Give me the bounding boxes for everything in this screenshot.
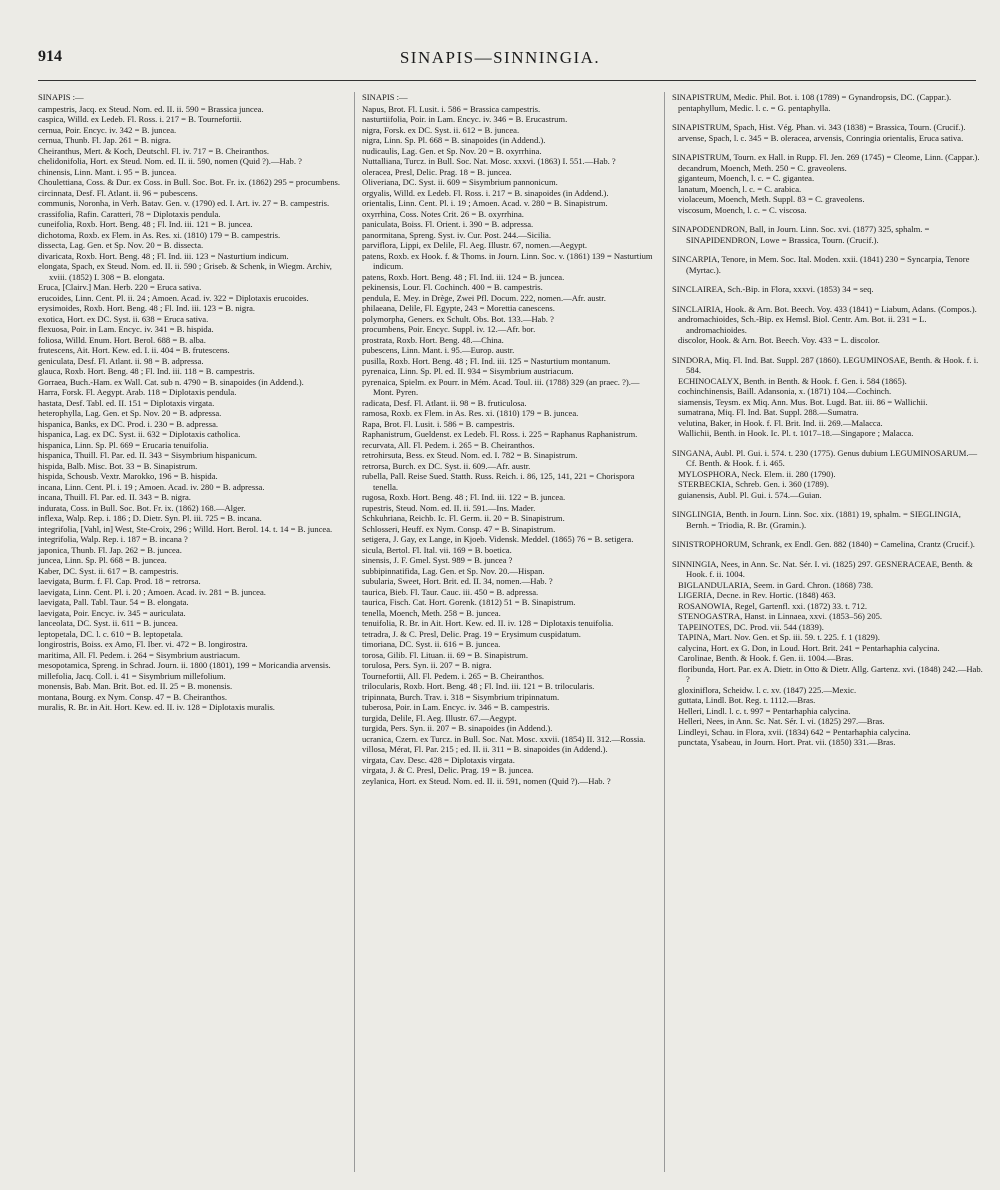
entry: integrifolia, Walp. Rep. i. 187 = B. incana ? xyxy=(38,534,188,544)
entry: Rapa, Brot. Fl. Lusit. i. 586 = B. campestris. xyxy=(362,418,515,429)
entry: pekinensis, Lour. Fl. Cochinch. 400 = B. campestris. xyxy=(362,282,543,292)
entry: laevigata, Burm. f. Fl. Cap. Prod. 18 = retrorsa. xyxy=(38,576,201,586)
entry: oleracea, Presl, Delic. Prag. 18 = B. juncea. xyxy=(362,166,512,177)
entry: retrorsa, Burch. ex DC. Syst. ii. 609.—Afr. austr. xyxy=(362,460,531,471)
entry: Tournefortii, All. Fl. Pedem. i. 265 = B. Cheiranthos. xyxy=(362,670,545,681)
synonym-entry: giganteum, Moench, l. c. = C. gigantea. xyxy=(678,173,815,183)
entry: tenuifolia, R. Br. in Ait. Hort. Kew. ed. II. iv. 128 = Diplotaxis tenuifolia. xyxy=(362,618,614,628)
synonym-entry: guttata, Lindl. Bot. Reg. t. 1112.—Bras. xyxy=(678,695,816,705)
entry: Eruca, [Clairv.] Man. Herb. 220 = Eruca sativa. xyxy=(38,282,202,292)
entry: pyrenaica, Linn. Sp. Pl. ed. II. 934 = Sisymbrium austriacum. xyxy=(362,366,574,376)
entry: inflexa, Walp. Rep. i. 186 ; D. Dietr. Syn. Pl. iii. 725 = B. incana. xyxy=(38,513,262,523)
synonym-entry: BIGLANDULARIA, Seem. in Gard. Chron. (1868) 738. xyxy=(678,579,874,590)
entry: oxyrrhina, Coss. Notes Crit. 26 = B. oxyrrhina. xyxy=(362,208,524,219)
entry: crassifolia, Rafin. Caratteri, 78 = Diplotaxis pendula. xyxy=(38,208,221,219)
header-rule xyxy=(38,80,976,81)
genus-block xyxy=(672,284,984,295)
synonym-entry: Lindleyi, Schau. in Flora, xvii. (1834) 642 = Pentarhaphia calycina. xyxy=(678,726,911,737)
entry: parviflora, Lippi, ex Delile, Fl. Aeg. Illustr. 67, nomen.—Aegypt. xyxy=(362,240,588,250)
entry: incana, Thuill. Fl. Par. ed. II. 343 = B. nigra. xyxy=(38,492,191,502)
entry: foliosa, Willd. Enum. Hort. Berol. 688 = B. alba. xyxy=(38,334,206,345)
entry: patens, Roxb. Hort. Beng. 48 ; Fl. Ind. iii. 124 = B. juncea. xyxy=(362,271,565,282)
entry: orgyalis, Willd. ex Ledeb. Fl. Ross. i. 217 = B. sinapoides (in Addend.). xyxy=(362,187,609,198)
synonym-entry: discolor, Hook. & Arn. Bot. Beech. Voy. 433 = L. discolor. xyxy=(678,335,880,345)
entry: longirostris, Boiss. ex Amo, Fl. Iber. vi. 472 = B. longirostra. xyxy=(38,639,248,649)
synonym-entry: siamensis, Teysm. ex Miq. Ann. Mus. Bot. Lugd. Bat. iii. 86 = Wallichii. xyxy=(678,396,928,407)
entry: Napus, Brot. Fl. Lusit. i. 586 = Brassica campestris. xyxy=(362,103,541,114)
entry: patens, Roxb. ex Hook. f. & Thoms. in Journ. Linn. Soc. v. (1861) 139 = Nasturtium indicum. xyxy=(362,250,653,271)
entry: hispanica, Banks, ex DC. Prod. i. 230 = B. adpressa. xyxy=(38,418,219,429)
entry: Schlosseri, Heuff. ex Nym. Consp. 47 = B. Sinapistrum. xyxy=(362,523,556,534)
entry: japonica, Thunb. Fl. Jap. 262 = B. juncea. xyxy=(38,544,182,555)
page-number: 914 xyxy=(38,48,62,65)
entry: timoriana, DC. Syst. ii. 616 = B. juncea. xyxy=(362,639,501,649)
entry: millefolia, Jacq. Coll. i. 41 = Sisymbrium millefolium. xyxy=(38,670,226,681)
entry: hispanica, Thuill. Fl. Par. ed. II. 343 = Sisymbrium hispanicum. xyxy=(38,450,258,460)
entry: Raphanistrum, Gueldenst. ex Ledeb. Fl. Ross. i. 225 = Raphanus Raphanistrum. xyxy=(362,429,638,439)
genus-block xyxy=(672,448,984,501)
entry-list xyxy=(362,104,658,787)
genus-entry: SINCLAIREA, Sch.-Bip. in Flora, xxxvi. (1853) 34 = seq. xyxy=(672,284,874,294)
entry: nasturtiifolia, Poir. in Lam. Encyc. iv. 346 = B. Erucastrum. xyxy=(362,114,568,124)
entry: hispida, Balb. Misc. Bot. 33 = B. Sinapistrum. xyxy=(38,460,198,471)
entry: virgata, Cav. Desc. 428 = Diplotaxis virgata. xyxy=(362,754,515,765)
genus-block xyxy=(672,355,984,439)
entry: chinensis, Linn. Mant. i. 95 = B. juncea. xyxy=(38,166,177,177)
entry: heterophylla, Lag. Gen. et Sp. Nov. 20 = B. adpressa. xyxy=(38,408,222,418)
entry: hispida, Schousb. Vextr. Marokko, 196 = B. hispida. xyxy=(38,471,218,481)
synonym-entry: TAPINA, Mart. Nov. Gen. et Sp. iii. 59. t. 225. f. 1 (1829). xyxy=(678,632,880,642)
synonym-entry: pentaphyllum, Medic. l. c. = G. pentaphylla. xyxy=(678,102,831,113)
column-divider xyxy=(664,92,665,1172)
entry: pusilla, Roxb. Hort. Beng. 48 ; Fl. Ind. iii. 125 = Nasturtium montanum. xyxy=(362,355,611,366)
entry: cuneifolia, Roxb. Hort. Beng. 48 ; Fl. Ind. iii. 121 = B. juncea. xyxy=(38,219,253,229)
genus-entry: SINAPODENDRON, Ball, in Journ. Linn. Soc. xvi. (1877) 325, sphalm. = SINAPIDENDRON, Lowe = Brassica, Tourn. (Crucif.). xyxy=(672,224,930,245)
genus-block xyxy=(672,509,984,530)
entry: retrohirsuta, Bess. ex Steud. Nom. ed. I. 782 = B. Sinapistrum. xyxy=(362,450,578,460)
entry: tetradra, J. & C. Presl, Delic. Prag. 19 = Erysimum cuspidatum. xyxy=(362,628,581,639)
entry: Cheiranthus, Mert. & Koch, Deutschl. Fl. iv. 717 = B. Cheiranthos. xyxy=(38,145,270,156)
entry: laevigata, Linn. Cent. Pl. i. 20 ; Amoen. Acad. iv. 281 = B. juncea. xyxy=(38,586,266,597)
entry: integrifolia, [Vahl, in] West, Ste-Croix, 296 ; Willd. Hort. Berol. 14. t. 14 = B. juncea. xyxy=(38,523,333,534)
column-divider xyxy=(354,92,355,1172)
entry: dichotoma, Roxb. ex Flem. in As. Res. xi. (1810) 179 = B. campestris. xyxy=(38,229,281,240)
entry: nigra, Forsk. ex DC. Syst. ii. 612 = B. juncea. xyxy=(362,124,520,135)
entry: orientalis, Linn. Cent. Pl. i. 19 ; Amoen. Acad. v. 280 = B. Sinapistrum. xyxy=(362,198,608,208)
synonym-entry: arvense, Spach, l. c. 345 = B. oleracea, arvensis, Conringia orientalis, Eruca sativa. xyxy=(678,132,964,143)
synonym-entry: ECHINOCALYX, Benth. in Benth. & Hook. f. Gen. i. 584 (1865). xyxy=(678,375,907,386)
entry: nigra, Linn. Sp. Pl. 668 = B. sinapoides (in Addend.). xyxy=(362,135,546,145)
entry: ucranica, Czern. ex Turcz. in Bull. Soc. Nat. Mosc. xxvii. (1854) II. 312.—Rossia. xyxy=(362,733,646,744)
entry: pubescens, Linn. Mant. i. 95.—Europ. austr. xyxy=(362,345,515,355)
genus-entry: SINGANA, Aubl. Pl. Gui. i. 574. t. 230 (1775). Genus dubium LEGUMINOSARUM.—Cf. Benth. & Hook. f. i. 465. xyxy=(672,447,978,468)
entry: cernua, Thunb. Fl. Jap. 261 = B. nigra. xyxy=(38,135,171,145)
entry: paniculata, Boiss. Fl. Orient. i. 390 = B. adpressa. xyxy=(362,219,534,229)
entry: exotica, Hort. ex DC. Syst. ii. 638 = Eruca sativa. xyxy=(38,313,209,324)
entry: subbipinnatifida, Lag. Gen. et Sp. Nov. 20.—Hispan. xyxy=(362,565,545,576)
entry: procumbens, Poir. Encyc. Suppl. iv. 12.—Afr. bor. xyxy=(362,324,536,334)
column-middle xyxy=(362,92,658,786)
entry: juncea, Linn. Sp. Pl. 668 = B. juncea. xyxy=(38,555,167,565)
entry: mesopotamica, Spreng. in Schrad. Journ. ii. 1800 (1801), 199 = Moricandia arvensis. xyxy=(38,660,331,670)
entry: taurica, Bieb. Fl. Taur. Cauc. iii. 450 = B. adpressa. xyxy=(362,586,539,597)
entry: sinensis, J. F. Gmel. Syst. 989 = B. juncea ? xyxy=(362,555,513,565)
entry: nudicaulis, Lag. Gen. et Sp. Nov. 20 = B. oxyrrhina. xyxy=(362,145,542,156)
entry: trilocularis, Roxb. Hort. Beng. 48 ; Fl. Ind. iii. 121 = B. trilocularis. xyxy=(362,681,595,691)
entry: hispanica, Lag. ex DC. Syst. ii. 632 = Diplotaxis catholica. xyxy=(38,429,241,439)
entry-list xyxy=(38,104,348,713)
entry: communis, Noronha, in Verh. Batav. Gen. v. (1790) ed. I. Art. iv. 27 = B. campestris. xyxy=(38,198,330,208)
entry: rugosa, Roxb. Hort. Beng. 48 ; Fl. Ind. iii. 122 = B. juncea. xyxy=(362,492,566,502)
entry: pendula, E. Mey. in Drège, Zwei Pfl. Docum. 222, nomen.—Afr. austr. xyxy=(362,292,606,303)
entry: laevigata, Pall. Tabl. Taur. 54 = B. elongata. xyxy=(38,597,189,607)
synonym-entry: gloxiniflora, Scheidw. l. c. xv. (1847) 225.—Mexic. xyxy=(678,684,857,695)
entry: monensis, Bab. Man. Brit. Bot. ed. II. 25 = B. monensis. xyxy=(38,681,233,691)
synonym-entry: violaceum, Moench, Meth. Suppl. 83 = C. graveolens. xyxy=(678,194,865,204)
entry: hastata, Desf. Tabl. ed. II. 151 = Diplotaxis virgata. xyxy=(38,397,215,408)
entry: flexuosa, Poir. in Lam. Encyc. iv. 341 = B. hispida. xyxy=(38,324,214,334)
genus-block xyxy=(672,559,984,748)
genus-entry: SINAPISTRUM, Tourn. ex Hall. in Rupp. Fl. Jen. 269 (1745) = Cleome, Linn. (Cappar.). xyxy=(672,152,980,162)
genus-block xyxy=(672,122,984,143)
entry: campestris, Jacq. ex Steud. Nom. ed. II. ii. 590 = Brassica juncea. xyxy=(38,103,264,114)
synonym-entry: Helleri, Lindl. l. c. t. 997 = Pentarhaphia calycina. xyxy=(678,705,851,716)
column-right xyxy=(672,92,984,757)
entry: muralis, R. Br. in Ait. Hort. Kew. ed. II. iv. 128 = Diplotaxis muralis. xyxy=(38,702,275,712)
entry: caspica, Willd. ex Ledeb. Fl. Ross. i. 217 = B. Tournefortii. xyxy=(38,114,242,124)
synonym-entry: floribunda, Hort. Par. ex A. Dietr. in Otto & Dietr. Allg. Gartenz. xvi. (1848) 242.—Hab. ? xyxy=(678,663,983,684)
entry: maritima, All. Fl. Pedem. i. 264 = Sisymbrium austriacum. xyxy=(38,649,241,660)
entry: Nuttalliana, Turcz. in Bull. Soc. Nat. Mosc. xxxvi. (1863) I. 551.—Hab. ? xyxy=(362,156,616,166)
genus-block xyxy=(672,539,984,550)
synonym-entry: punctata, Ysabeau, in Journ. Hort. Prat. vii. (1850) 331.—Bras. xyxy=(678,737,896,747)
running-head: SINAPIS—SINNINGIA. xyxy=(399,48,601,67)
entry: laevigata, Poir. Encyc. iv. 345 = auriculata. xyxy=(38,607,186,618)
entry: divaricata, Roxb. Hort. Beng. 48 ; Fl. Ind. iii. 123 = Nasturtium indicum. xyxy=(38,250,289,261)
genus-entry: SINNINGIA, Nees, in Ann. Sc. Nat. Sér. I. vi. (1825) 297. GESNERACEAE, Benth. & Hook. f. ii. 1004. xyxy=(672,558,973,579)
entry: villosa, Mérat, Fl. Par. 215 ; ed. II. ii. 311 = B. sinapoides (in Addend.). xyxy=(362,744,608,754)
entry: tenella, Moench, Meth. 258 = B. juncea. xyxy=(362,607,501,618)
entry: elongata, Spach, ex Steud. Nom. ed. II. ii. 590 ; Griseb. & Schenk, in Wiegm. Archiv, xviii. (1852) I. 308 = B. elongata. xyxy=(38,261,332,282)
entry: philaeana, Delile, Fl. Egypte, 243 = Morettia canescens. xyxy=(362,303,555,313)
entry: ramosa, Roxb. ex Flem. in As. Res. xi. (1810) 179 = B. juncea. xyxy=(362,408,579,418)
synonym-entry: lanatum, Moench, l. c. = C. arabica. xyxy=(678,183,802,194)
genus-entry: SINCLAIRIA, Hook. & Arn. Bot. Beech. Voy. 433 (1841) = Liabum, Adans. (Compos.). xyxy=(672,303,977,314)
genus-entry: SINAPISTRUM, Spach, Hist. Vég. Phan. vi. 343 (1838) = Brassica, Tourn. (Crucif.). xyxy=(672,122,966,132)
entry: radicata, Desf. Fl. Atlant. ii. 98 = B. fruticulosa. xyxy=(362,397,527,408)
entry: prostrata, Roxb. Hort. Beng. 48.—China. xyxy=(362,334,504,345)
entry: setigera, J. Gay, ex Lange, in Kjoeb. Vidensk. Meddel. (1865) 76 = B. setigera. xyxy=(362,534,634,544)
entry: Kaber, DC. Syst. ii. 617 = B. campestris. xyxy=(38,565,179,576)
entry: subularia, Sweet, Hort. Brit. ed. II. 34, nomen.—Hab. ? xyxy=(362,576,553,586)
synonym-entry: decandrum, Moench, Meth. 250 = C. graveolens. xyxy=(678,162,847,173)
genus-block xyxy=(672,304,984,346)
entry: chelidonifolia, Hort. ex Steud. Nom. ed. II. ii. 590, nomen (Quid ?).—Hab. ? xyxy=(38,156,302,166)
entry: rupestris, Steud. Nom. ed. II. ii. 591.—Ins. Mader. xyxy=(362,502,536,513)
entry: cernua, Poir. Encyc. iv. 342 = B. juncea. xyxy=(38,124,177,135)
entry: frutescens, Ait. Hort. Kew. ed. I. ii. 404 = B. frutescens. xyxy=(38,345,230,355)
entry: indurata, Coss. in Bull. Soc. Bot. Fr. ix. (1862) 168.—Alger. xyxy=(38,502,246,513)
synonym-entry: LIGERIA, Decne. in Rev. Hortic. (1848) 463. xyxy=(678,590,836,600)
genus-entry: SINGLINGIA, Benth. in Journ. Linn. Soc. xix. (1881) 19, sphalm. = SIEGLINGIA, Bernh. = Triodia, R. Br. (Gramin.). xyxy=(672,509,961,530)
entry: sicula, Bertol. Fl. Ital. vii. 169 = B. boetica. xyxy=(362,544,512,555)
genus-entry: SINCARPIA, Tenore, in Mem. Soc. Ital. Moden. xxii. (1841) 230 = Syncarpia, Tenore (Myrtac.). xyxy=(672,254,970,275)
entry: torosa, Gilib. Fl. Lituan. ii. 69 = B. Sinapistrum. xyxy=(362,649,528,660)
genus-block xyxy=(672,224,984,245)
entry: incana, Linn. Cent. Pl. i. 19 ; Amoen. Acad. iv. 280 = B. adpressa. xyxy=(38,481,265,492)
column-left xyxy=(38,92,348,713)
entry: Harra, Forsk. Fl. Aegypt. Arab. 118 = Diplotaxis pendula. xyxy=(38,387,237,397)
entry: virgata, J. & C. Presl, Delic. Prag. 19 = B. juncea. xyxy=(362,765,534,775)
column-header: SINAPIS :— xyxy=(362,92,408,102)
synonym-entry: Carolinae, Benth. & Hook. f. Gen. ii. 1004.—Bras. xyxy=(678,653,854,663)
entry: erucoides, Linn. Cent. Pl. ii. 24 ; Amoen. Acad. iv. 322 = Diplotaxis erucoides. xyxy=(38,292,309,303)
synonym-entry: guianensis, Aubl. Pl. Gui. i. 574.—Guian. xyxy=(678,489,822,500)
entry: erysimoides, Roxb. Hort. Beng. 48 ; Fl. Ind. iii. 123 = B. nigra. xyxy=(38,303,256,313)
synonym-entry: MYLOSPHORA, Neck. Elem. ii. 280 (1790). xyxy=(678,468,836,479)
synonym-entry: STERBECKIA, Schreb. Gen. i. 360 (1789). xyxy=(678,479,829,489)
synonym-entry: calycina, Hort. ex G. Don, in Loud. Hort. Brit. 241 = Pentarhaphia calycina. xyxy=(678,642,940,653)
entry: Schkuhriana, Reichb. Ic. Fl. Germ. ii. 20 = B. Sinapistrum. xyxy=(362,513,565,523)
entry: montana, Bourg. ex Nym. Consp. 47 = B. Cheiranthos. xyxy=(38,691,227,702)
entry: panormitana, Spreng. Syst. iv. Cur. Post. 244.—Sicilia. xyxy=(362,229,551,240)
entry: Gorraea, Buch.-Ham. ex Wall. Cat. sub n. 4790 = B. sinapoides (in Addend.). xyxy=(38,376,304,387)
synonym-entry: viscosum, Moench, l. c. = C. viscosa. xyxy=(678,204,807,215)
synonym-entry: Helleri, Nees, in Ann. Sc. Nat. Sér. I. vi. (1825) 297.—Bras. xyxy=(678,716,885,726)
genus-entry: SINDORA, Miq. Fl. Ind. Bat. Suppl. 287 (1860). LEGUMINOSAE, Benth. & Hook. f. i. 584. xyxy=(672,354,979,375)
synonym-entry: STENOGASTRA, Hanst. in Linnaea, xxvi. (1853–56) 205. xyxy=(678,611,883,621)
entry: hispanica, Linn. Sp. Pl. 669 = Erucaria tenuifolia. xyxy=(38,439,209,450)
entry: Choulettiana, Coss. & Dur. ex Coss. in Bull. Soc. Bot. Fr. ix. (1862) 295 = procumbens. xyxy=(38,177,341,187)
synonym-entry: Wallichii, Benth. in Hook. Ic. Pl. t. 1017–18.—Singapore ; Malacca. xyxy=(678,428,914,438)
entry-list xyxy=(672,92,984,748)
entry: zeylanica, Hort. ex Steud. Nom. ed. II. ii. 591, nomen (Quid ?).—Hab. ? xyxy=(362,775,611,786)
synonym-entry: ROSANOWIA, Regel, Gartenfl. xxi. (1872) 33. t. 712. xyxy=(678,600,868,611)
entry: turgida, Pers. Syn. ii. 207 = B. sinapoides (in Addend.). xyxy=(362,723,553,733)
genus-block xyxy=(672,92,984,113)
entry: Oliveriana, DC. Syst. ii. 609 = Sisymbrium pannonicum. xyxy=(362,177,558,187)
entry: tripinnata, Burch. Trav. i. 318 = Sisymbrium tripinnatum. xyxy=(362,691,560,702)
genus-entry: SINISTROPHORUM, Schrank, ex Endl. Gen. 882 (1840) = Camelina, Crantz (Crucif.). xyxy=(672,539,975,549)
synonym-entry: sumatrana, Miq. Fl. Ind. Bat. Suppl. 288.—Sumatra. xyxy=(678,407,859,417)
entry: recurvata, All. Fl. Pedem. i. 265 = B. Cheiranthos. xyxy=(362,439,535,450)
genus-block xyxy=(672,152,984,215)
entry: pyrenaica, Spielm. ex Pourr. in Mém. Acad. Toul. iii. (1788) 329 (an praec. ?).—Mont. Pyren. xyxy=(362,376,640,397)
genus-entry: SINAPISTRUM, Medic. Phil. Bot. i. 108 (1789) = Gynandropsis, DC. (Cappar.). xyxy=(672,92,952,102)
entry: dissecta, Lag. Gen. et Sp. Nov. 20 = B. dissecta. xyxy=(38,240,204,250)
entry: tuberosa, Poir. in Lam. Encyc. iv. 346 = B. campestris. xyxy=(362,702,550,712)
synonym-entry: andromachioides, Sch.-Bip. ex Hemsl. Biol. Centr. Am. Bot. ii. 231 = L. andromachioides. xyxy=(678,314,927,335)
entry: taurica, Fisch. Cat. Hort. Gorenk. (1812) 51 = B. Sinapistrum. xyxy=(362,597,576,607)
column-header: SINAPIS :— xyxy=(38,92,84,102)
entry: rubella, Pall. Reise Sued. Statth. Russ. Reich. i. 86, 125, 141, 221 = Chorispora tenella. xyxy=(362,471,635,492)
genus-block xyxy=(672,254,984,275)
synonym-entry: TAPEINOTES, DC. Prod. vii. 544 (1839). xyxy=(678,621,824,632)
synonym-entry: velutina, Baker, in Hook. f. Fl. Brit. Ind. ii. 269.—Malacca. xyxy=(678,417,883,428)
entry: turgida, Delile, Fl. Aeg. Illustr. 67.—Aegypt. xyxy=(362,712,517,723)
entry: glauca, Roxb. Hort. Beng. 48 ; Fl. Ind. iii. 118 = B. campestris. xyxy=(38,366,255,376)
synonym-entry: cochinchinensis, Baill. Adansonia, x. (1871) 104.—Cochinch. xyxy=(678,386,892,396)
entry: polymorpha, Geners. ex Schult. Obs. Bot. 133.—Hab. ? xyxy=(362,313,554,324)
entry: lanceolata, DC. Syst. ii. 611 = B. juncea. xyxy=(38,618,178,628)
entry: circinnata, Desf. Fl. Atlant. ii. 96 = pubescens. xyxy=(38,187,198,198)
entry: geniculata, Desf. Fl. Atlant. ii. 98 = B. adpressa. xyxy=(38,355,204,366)
entry: leptopetala, DC. l. c. 610 = B. leptopetala. xyxy=(38,628,183,639)
entry: torulosa, Pers. Syn. ii. 207 = B. nigra. xyxy=(362,660,492,670)
